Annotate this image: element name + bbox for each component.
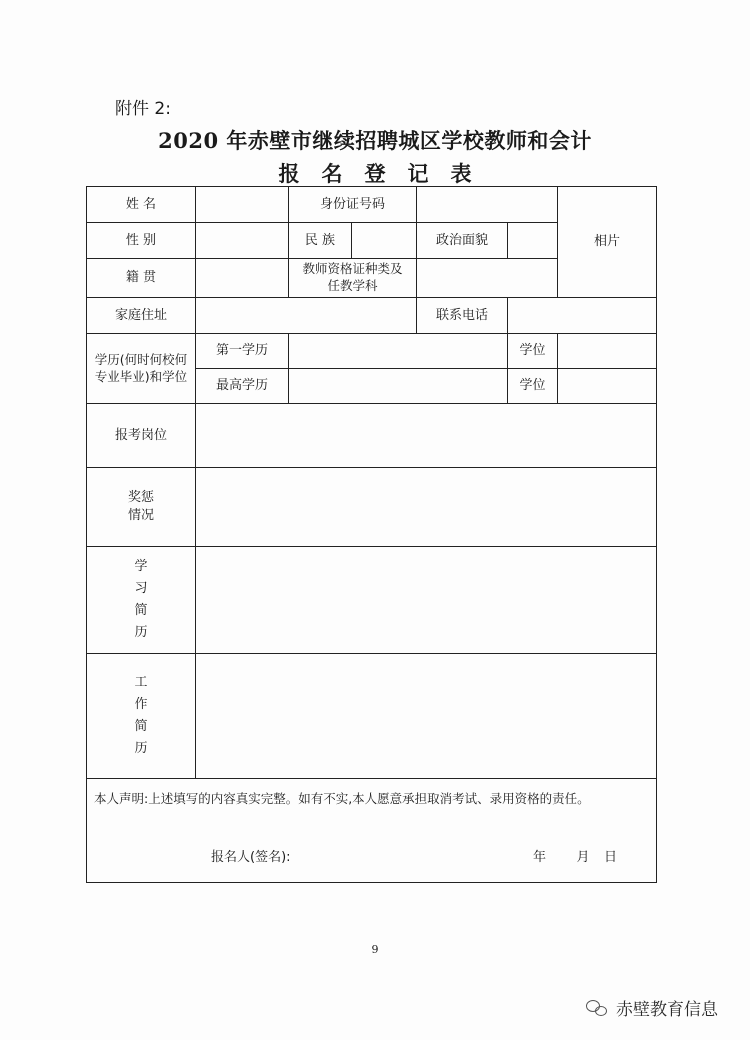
label-awards: 奖惩情况 xyxy=(87,468,196,547)
field-gender[interactable] xyxy=(196,223,289,259)
label-name: 姓 名 xyxy=(87,187,196,223)
field-study-history[interactable] xyxy=(196,547,657,654)
field-highest-degree[interactable] xyxy=(289,369,508,404)
label-phone: 联系电话 xyxy=(417,298,508,334)
label-study-history: 学习简历 xyxy=(87,547,196,654)
field-degree-1[interactable] xyxy=(558,334,657,369)
field-teacher-cert[interactable] xyxy=(417,259,558,298)
label-teacher-cert: 教师资格证种类及任教学科 xyxy=(289,259,417,298)
field-ethnicity[interactable] xyxy=(352,223,417,259)
watermark xyxy=(586,995,718,1020)
field-home-address[interactable] xyxy=(196,298,417,334)
registration-form-table xyxy=(86,186,657,883)
photo-box[interactable]: 相片 xyxy=(558,187,657,298)
field-first-degree[interactable] xyxy=(289,334,508,369)
field-id-number[interactable] xyxy=(417,187,558,223)
date-month: 月 xyxy=(576,850,590,865)
field-phone[interactable] xyxy=(508,298,657,334)
label-degree-1: 学位 xyxy=(508,334,558,369)
signature-label: 报名人(签名): xyxy=(211,850,291,865)
label-first-degree: 第一学历 xyxy=(196,334,289,369)
label-ethnicity: 民 族 xyxy=(289,223,352,259)
date-day: 日 xyxy=(604,850,618,865)
date-fields xyxy=(517,849,617,867)
page-number: 9 xyxy=(371,943,379,956)
form-title: 2020 年赤壁市继续招聘城区学校教师和会计 xyxy=(158,128,592,153)
date-year: 年 xyxy=(532,850,546,865)
form-subtitle: 报名登记表 xyxy=(278,161,494,186)
label-highest-degree: 最高学历 xyxy=(196,369,289,404)
field-position-applied[interactable] xyxy=(196,404,657,468)
label-political-status: 政治面貌 xyxy=(417,223,508,259)
label-position-applied: 报考岗位 xyxy=(87,404,196,468)
label-native-place: 籍 贯 xyxy=(87,259,196,298)
declaration-cell xyxy=(87,779,657,883)
wechat-icon xyxy=(586,998,608,1018)
field-name[interactable] xyxy=(196,187,289,223)
label-work-history: 工作简历 xyxy=(87,654,196,779)
field-political-status[interactable] xyxy=(508,223,558,259)
label-gender: 性 别 xyxy=(87,223,196,259)
label-id-number: 身份证号码 xyxy=(289,187,417,223)
field-awards[interactable] xyxy=(196,468,657,547)
label-degree-2: 学位 xyxy=(508,369,558,404)
field-degree-2[interactable] xyxy=(558,369,657,404)
field-work-history[interactable] xyxy=(196,654,657,779)
label-home-address: 家庭住址 xyxy=(87,298,196,334)
field-native-place[interactable] xyxy=(196,259,289,298)
watermark-text: 赤壁教育信息 xyxy=(616,1000,718,1020)
label-education-group: 学历(何时何校何专业毕业)和学位 xyxy=(87,334,196,404)
attachment-label: 附件 2: xyxy=(115,99,171,119)
declaration-text: 本人声明:上述填写的内容真实完整。如有不实,本人愿意承担取消考试、录用资格的责任。 xyxy=(94,791,590,806)
